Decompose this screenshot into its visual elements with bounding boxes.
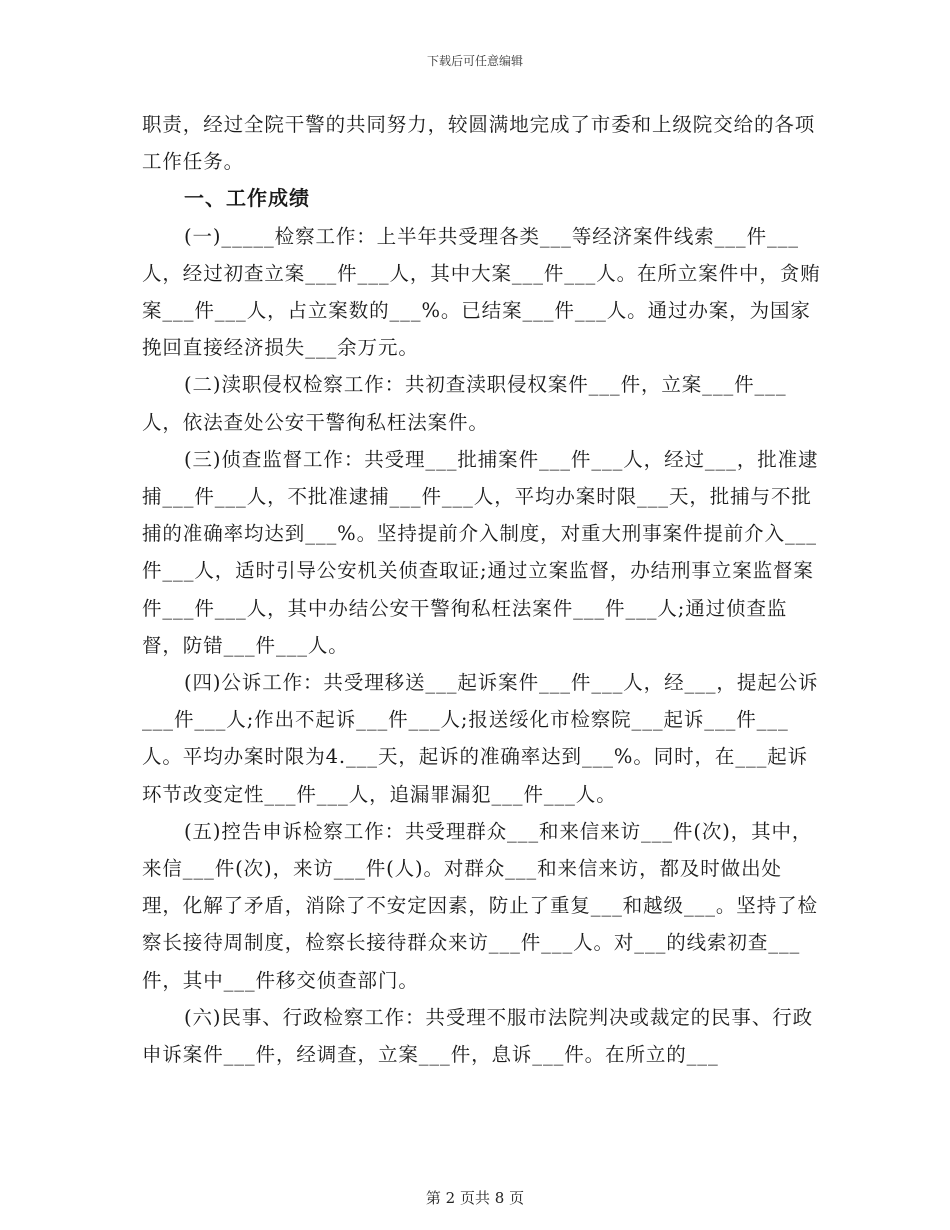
paragraph-1: (一)_____检察工作：上半年共受理各类___等经济案件线索___件___人，经过初查立案___件___人，其中大案___件___人。在所立案件中，贪贿案___件___人，占立案数的___%。已结案___件___人。通过办案，为国家挽回直接经济损失___余万元。	[142, 224, 821, 360]
intro-paragraph: 职责，经过全院干警的共同努力，较圆满地完成了市委和上级院交给的各项工作任务。	[142, 113, 816, 174]
paragraph-2: (二)渎职侵权检察工作：共初查渎职侵权案件___件，立案___件___人，依法查处公安干警徇私枉法案件。	[142, 373, 787, 434]
page-header-note: 下载后可任意编辑	[426, 54, 523, 68]
document-body	[142, 106, 822, 1073]
page-number: 第 2 页共 8 页	[425, 1189, 525, 1207]
paragraph-3: (三)侦查监督工作：共受理___批捕案件___件___人，经过___，批准逮捕___件___人，不批准逮捕___件___人，平均办案时限___天，批捕与不批捕的准确率均达到___%。坚持提前介入制度，对重大刑事案件提前介入___件___人，适时引导公安机关侦查取证;通过立案监督，办结刑事立案监督案件___件___人，其中办结公安干警徇私枉法案件___件___人;通过侦查监督，防错___件___人。	[142, 447, 819, 657]
paragraph-6: (六)民事、行政检察工作：共受理不服市法院判决或裁定的民事、行政申诉案件___件，经调查，立案___件，息诉___件。在所立的___	[142, 1005, 814, 1067]
paragraph-5: (五)控告申诉检察工作：共受理群众___和来信来访___件(次)，其中，来信___件(次)，来访___件(人)。对群众___和来信来访，都及时做出处理，化解了矛盾，消除了不安定因素，防止了重复___和越级___。坚持了检察长接待周制度，检察长接待群众来访___件___人。对___的线索初查___件，其中___件移交侦查部门。	[142, 819, 818, 992]
section-heading: 一、工作成绩	[184, 186, 310, 211]
paragraph-4: (四)公诉工作：共受理移送___起诉案件___件___人，经___，提起公诉___件___人;作出不起诉___件___人;报送绥化市检察院___起诉___件___人。平均办案时限为4.___天，起诉的准确率达到___%。同时，在___起诉环节改变定性___件___人，追漏罪漏犯___件___人。	[142, 671, 819, 806]
